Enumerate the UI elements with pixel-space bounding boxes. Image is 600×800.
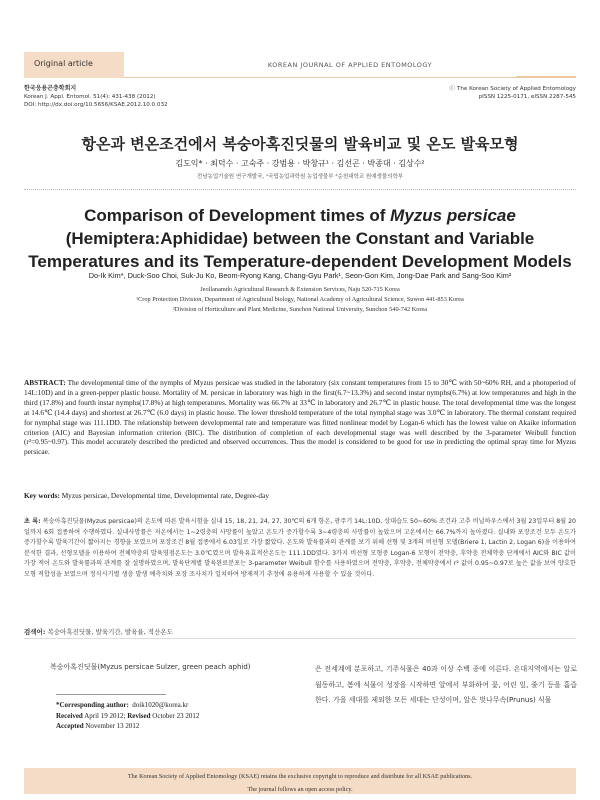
korean-keywords <box>24 627 576 636</box>
abstract-label: ABSTRACT: <box>24 378 66 387</box>
corresponding-label: *Corresponding author: <box>56 701 129 709</box>
keywords-label: Key words: <box>24 491 60 500</box>
doi-link[interactable]: DOI: http://dx.doi.org/10.5656/KSAE.2012.10.0.032 <box>24 102 168 108</box>
keywords-text: Myzus persicae, Developmental time, Developmental rate, Degree-day <box>59 491 269 500</box>
received-date: April 19 2012; <box>84 711 126 720</box>
accepted-label: Accepted <box>56 722 84 730</box>
copyright-notice-box <box>24 768 576 794</box>
copyright-notice-line1: The Korean Society of Applied Entomology (KSAE) retains the exclusive copyright to reproduce and distribute for all KSAE publications. <box>127 773 473 780</box>
citation-block <box>24 85 168 109</box>
article-type-label: Original article <box>34 59 93 68</box>
english-title-part2: (Hemiptera:Aphididae) between the Constant and Variable Temperatures and its Temperature-dependent Development Models <box>28 229 572 271</box>
accepted-date: November 13 2012 <box>85 722 140 730</box>
received-label: Received <box>56 711 83 720</box>
korean-keywords-label: 검색어: <box>24 628 46 636</box>
section-divider <box>24 638 576 639</box>
body-right-text: 은 전세계에 분포하고, 기주식물은 40과 이상 수백 종에 이른다. 온대지역에서는 알로 월동하고, 봄에 식물이 성장을 시작하면 알에서 부화하여 꽃, 어린 잎, 줄기 등을 흡즙한다. 가을 세대를 제외한 모든 세대는 단성이며, 알은 벚나무속(Prunus) 식물 <box>315 665 577 704</box>
body-left-intro: 복숭아혹진딧물(Myzus persicae Sulzer, green peach aphid) <box>50 663 251 671</box>
korean-abstract <box>24 517 576 581</box>
english-keywords <box>24 491 576 500</box>
english-title <box>20 204 580 273</box>
korean-affiliation: 전남농업기술원 연구개발국, ¹국립농업과학원 농업생물부 ²순천대학교 원예생물의학부 <box>196 174 404 180</box>
accepted-line <box>56 721 199 732</box>
affiliation-3: ²Division of Horticulture and Plant Medicine, Sunchon National University, Sunchon 540-742 Korea <box>172 305 428 313</box>
society-copyright: ⓒ The Korean Society of Applied Entomology <box>449 86 576 92</box>
issn-numbers: pISSN 1225-0171, eISSN 2287-545 <box>478 94 576 100</box>
received-line <box>56 711 199 722</box>
english-authors: Do-Ik Kim*, Duck-Soo Choi, Suk-Ju Ko, Beom-Ryong Kang, Chang-Gyu Park¹, Seon-Gon Kim, Jong-Dae Park and Sang-Soo Kim² <box>88 271 512 280</box>
journal-name: KOREAN JOURNAL OF APPLIED ENTOMOLOGY <box>267 61 433 69</box>
korean-abstract-label: 초 록: <box>24 518 41 525</box>
korean-keywords-text: 복숭아혹진딧물, 발육기간, 발육율, 적산온도 <box>45 628 173 636</box>
korean-authors: 김도익* · 최덕수 · 고숙주 · 강범용 · 박창규¹ · 김선곤 · 박종대 · 김상수² <box>175 159 425 168</box>
title-divider <box>24 189 576 190</box>
footnote-block <box>56 700 199 732</box>
affiliation-1: Jeollanamdo Agricultural Research & Extension Services, Naju 520-715 Korea <box>200 286 400 293</box>
journal-citation: Korean J. Appl. Entomol. 51(4): 431-438 (2012) <box>24 94 156 100</box>
english-title-part1: Comparison of Development times of <box>84 206 391 225</box>
revised-label: Revised <box>127 711 151 720</box>
english-title-species: Myzus persicae <box>390 206 516 225</box>
copyright-notice-line2: The journal follows an open access policy. <box>247 786 353 793</box>
footnote-rule <box>56 694 166 695</box>
header-bar <box>124 52 576 78</box>
revised-date: October 23 2012 <box>152 711 200 720</box>
korean-abstract-text: 복숭아혹진딧물(Myzus persicae)의 온도에 따른 발육시험을 실내 15, 18, 21, 24, 27, 30℃의 6개 항온, 광주기 14L:10D, 상대습도 50~60% 조건과 고추 비닐하우스에서 3월 23일부터 8월 20일까지 6회 접종하여 수행하였다. 실내사망률은 저온에서는 1~2령충의 사망률이 높았고 온도가 증가할수록 3~4령충의 사망률이 높았으며 고온에서는 66.7%까지 높아졌다. 실내와 포장조건 모두 온도가 증가할수록 발육기간이 짧아지는 경향을 보였으며 포장조건 8월 접종에서 6.03일로 가장 짧았다. 온도와 발육률과의 관계를 보기 위해 선형 및 3개의 비선형 모델(Briere 1, Lactin 2, Logan 6)을 이용하여 분석한 결과, 선형모델을 이용하여 전체약충의 발육영점온도는 3.0℃였으며 발육유효적산온도는 111.1DD였다. 3가지 비선형 모형중 Logan-6 모형이 전약충, 후약충 전체약충 단계에서 AIC와 BIC 값이 가장 적어 온도와 발육률과의 관계를 잘 설명하였으며, 발육단계별 발육완료분포는 3-parameter Weibull 함수를 사용하였으며 전약충, 후약충, 전체약충에서 r² 값이 0.95~0.97로 높은 값을 보여 양호한 모형 적합성을 보였으며 정식시기별 생충 발생 예측치와 포장 조사치가 일치하여 방제적기 추정에 유용하게 사용할 수 있을 것이다. <box>24 518 576 578</box>
header-accent-rule <box>516 52 576 78</box>
english-affiliations <box>0 285 600 314</box>
korean-title: 항온과 변온조건에서 복숭아혹진딧물의 발육비교 및 온도 발육모형 <box>81 135 519 153</box>
corresponding-email[interactable]: doik1020@korea.kr <box>132 701 189 709</box>
abstract-text: The developmental time of the nymphs of Myzus persicae was studied in the laboratory (six constant temperatures from 15 to 30℃ with 50~60% RH, and a photoperiod of 14L:10D) and in a green-pepper plastic house. Mortality of M. persicae in laboratory was high in the first(6.7~13.3%) and second instar nymphs(6.7%) at low temperatures and high in the third (17.8%) and fourth instar nymphs(17.8%) at high temperatures. Mortality was 66.7% at 33℃ in laboratory and 26.7℃ in plastic house. The total developmental time was the longest at 14.6℃ (14.4 days) and shortest at 26.7℃ (6.0 days) in plastic house. The lower threshold temperature of the total nymphal stage was 3.0℃ in laboratory. The thermal constant required for nymphal stage was 111.1DD. The relationship between developmental rate and temperature was fitted nonlinear model by Logan-6 which has the lowest value on Akaike information criterion (AIC) and Bayesian information criterion (BIC). The distribution of completion of each developmental stage was well described by the 3-parameter Weibull function (r²=0.95~0.97). This model accurately described the predicted and observed occurrences. Thus the model is considered to be good for use in predicting the optimal spray time for Myzus persicae. <box>24 378 576 457</box>
corresponding-line <box>56 700 199 711</box>
article-type-tab <box>24 52 124 78</box>
affiliation-2: ¹Crop Protection Division, Department of Agricultural biology, National Academy of Agricultural Science, Suwon 441-853 Korea <box>136 295 464 303</box>
english-abstract <box>24 378 576 457</box>
journal-korean-name: 한국응용곤충학회지 <box>24 85 77 92</box>
copyright-block <box>450 85 576 101</box>
